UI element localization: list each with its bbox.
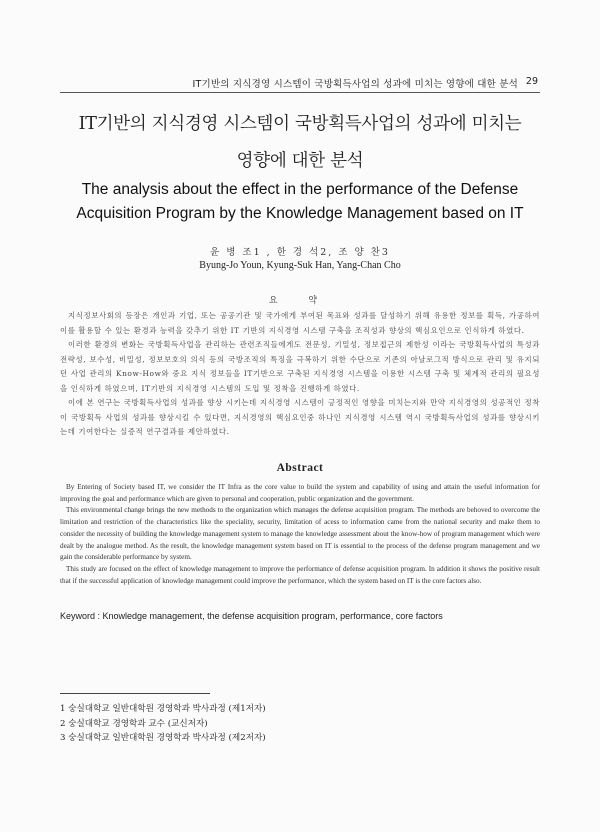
abstract-korean: [60, 309, 540, 440]
title-korean-line-2: 영향에 대한 분석: [236, 151, 364, 171]
title-korean-line-1: IT기반의 지식경영 시스템이 국방획득사업의 성과에 미치는: [78, 114, 522, 134]
abstract-korean-heading: 요 약: [268, 296, 332, 306]
footnote-item: 2 숭실대학교 경영학과 교수 (교신저자): [60, 718, 208, 729]
abstract-english-heading: Abstract: [276, 462, 324, 474]
footnote-item: 3 숭실대학교 일반대학원 경영학과 박사과정 (제2저자): [60, 733, 266, 744]
footnote-rule: [60, 693, 210, 694]
page-number: 29: [525, 76, 538, 87]
abstract-english: [60, 482, 540, 587]
running-header: [0, 76, 600, 90]
keywords: Keyword : Knowledge management, the defense acquisition program, performance, core factors: [60, 611, 443, 621]
authors-english: Byung-Jo Youn, Kyung-Suk Han, Yang-Chan Cho: [199, 260, 401, 271]
abstract-korean-paragraph: 이에 본 연구는 국방획득사업의 성과를 향상 시키는데 지식경영 시스템이 긍정적인 영향을 미치는지와 만약 지식경영의 성공적인 정착이 국방획득 사업의 성과를 향상시킬 수 있다면, 지식경영의 핵심요인중 하나인 지식경영 시스템 역시 국방획득사업의 성과를 향상시키는데 기여한다는 실증적 연구결과를 제안하였다.: [60, 398, 540, 436]
header-rule: [60, 92, 540, 93]
abstract-korean-paragraph: 지식정보사회의 등장은 개인과 기업, 또는 공공기관 및 국가에게 부여된 목표와 성과를 달성하기 위해 유용한 정보를 획득, 가공하여 이를 활용할 수 있는 환경과 능력을 갖추기 위한 IT 기반의 지식경영 시스템 구축을 조직성과 향상의 핵심요인으로 인식하게 하였다.: [60, 311, 540, 335]
abstract-korean-paragraph: 이러한 환경의 변화는 국방획득사업을 관리하는 관련조직들에게도 전문성, 기밀성, 정보접근의 제한성 이라는 국방획득사업의 특성과 전략성, 보수성, 비밀성, 정보보호의 의식 등의 국방조직의 특징을 극복하기 위한 수단으로 기존의 아날로그적 방식으로 관리 및 유지되던 사업 관리의 Know-How와 중요 지식 정보들을 IT기반으로 구축된 지식경영 시스템을 이용한 시스템 구축 및 체계적 관리의 필요성을 인식하게 하였으며, IT기반의 지식경영 시스템의 도입 및 정착을 진행하게 하였다.: [60, 340, 540, 393]
authors-korean: 윤 병 조1 , 한 경 석2, 조 양 찬3: [210, 247, 390, 258]
footnotes: [60, 702, 266, 746]
abstract-english-paragraph: This study are focused on the effect of knowledge management to improve the performance of defense acquisition program. In addition it shows the positive result that if the successful application of knowledge management could improve the performance, which the system based on IT is the core factors also.: [60, 564, 540, 585]
title-english-line-1: The analysis about the effect in the performance of the Defense: [81, 181, 519, 198]
footnote-item: 1 숭실대학교 일반대학원 경영학과 박사과정 (제1저자): [60, 704, 266, 714]
abstract-english-paragraph: This environmental change brings the new methods to the organization which manages the defense acquisition program. The methods are behoved to overcome the limitation and restriction of the characteristics like the speciality, security, limitation of acess to information came from the national security and make them to consider the necessity of building the knowledge management system to manage the knowledge assessment about the know-how of program management which were dealt by the analogue method. As the result, the knowledge management system based on IT is essential to the process of the defense program management and we gain the considerable performance by system.: [60, 506, 540, 562]
abstract-english-paragraph: By Entering of Society based IT, we consider the IT Infra as the core value to build the system and capability of using and attain the useful information for improving the goal and performance which are given to personal and cooperation, public organization and the government.: [60, 483, 540, 503]
title-english-line-2: Acquisition Program by the Knowledge Management based on IT: [76, 205, 524, 222]
running-header-title: IT기반의 지식경영 시스템이 국방획득사업의 성과에 미치는 영향에 대한 분석: [192, 79, 518, 90]
